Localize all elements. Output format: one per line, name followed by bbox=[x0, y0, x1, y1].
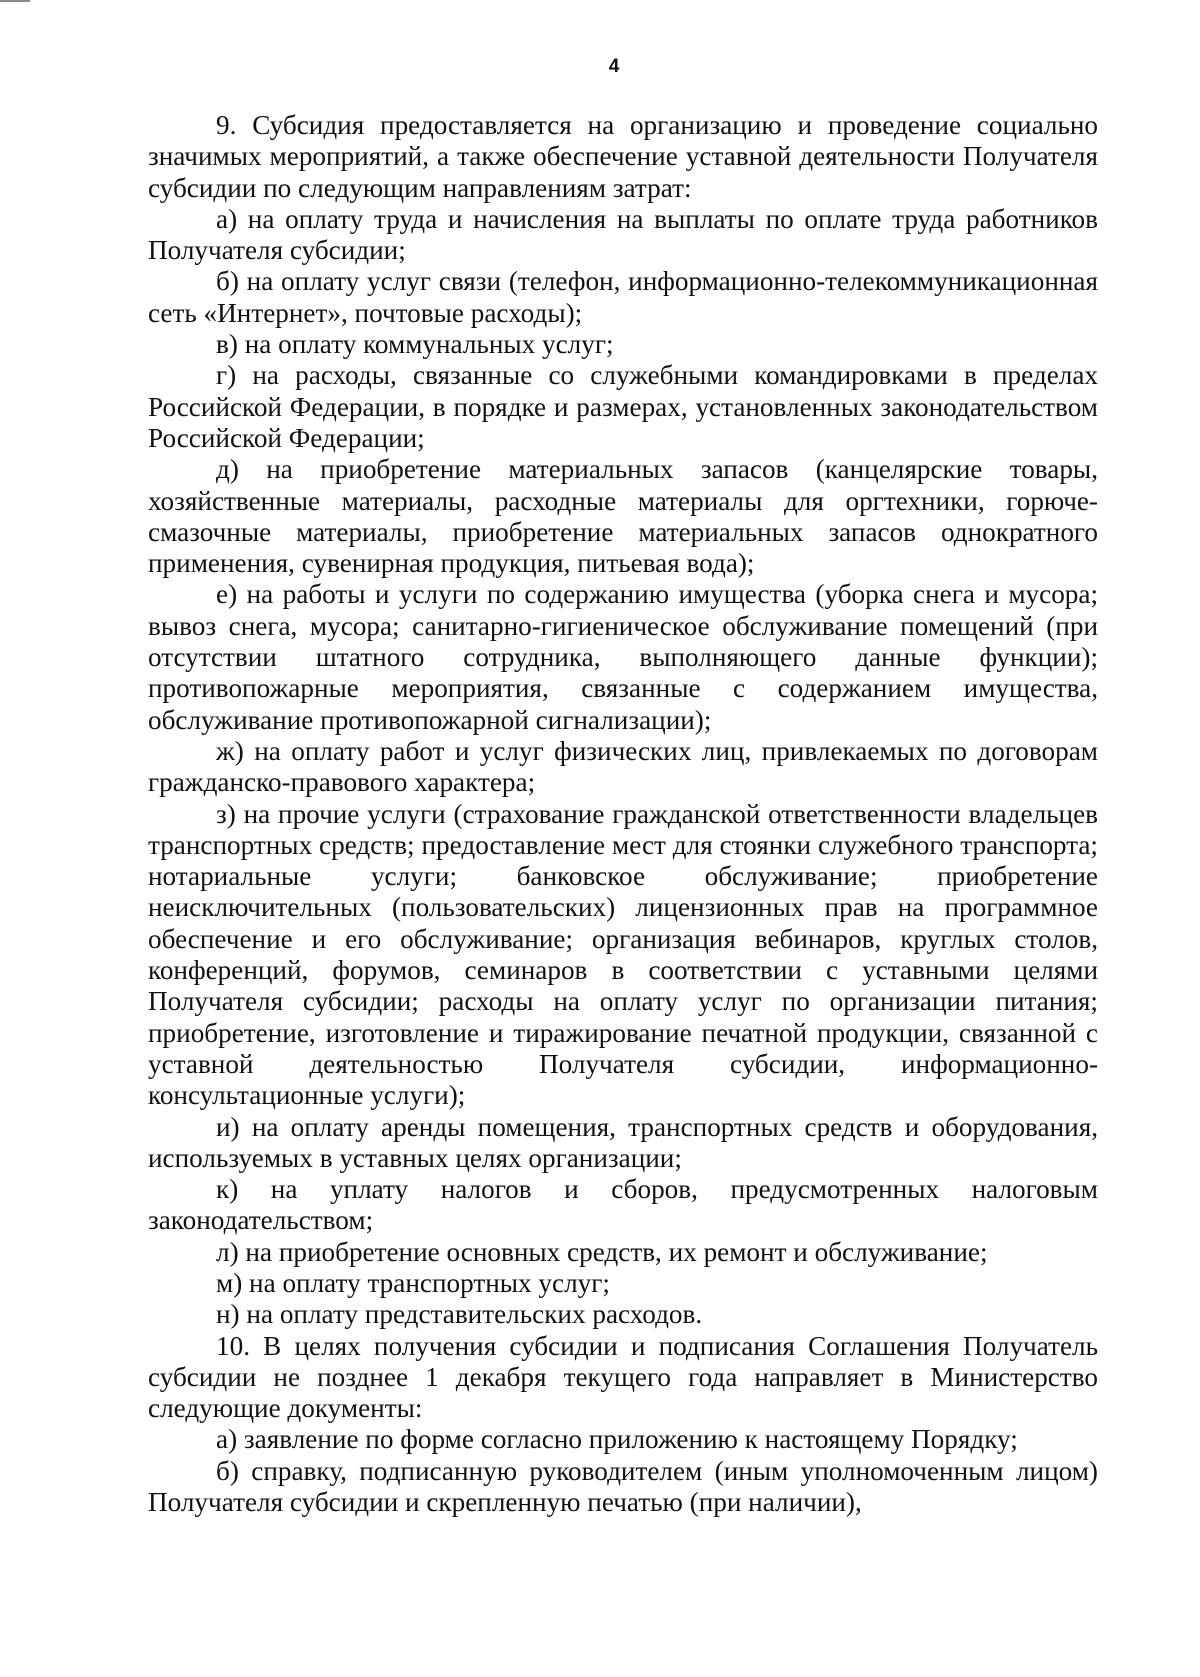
paragraph-item-zh: ж) на оплату работ и услуг физических лиц, привлекаемых по договорам гражданско-правового характера; bbox=[148, 735, 1098, 798]
paragraph-item-i: и) на оплату аренды помещения, транспортных средств и оборудования, используемых в уставных целях организации; bbox=[148, 1111, 1098, 1173]
paragraph-item-l: л) на приобретение основных средств, их ремонт и обслуживание; bbox=[216, 1236, 988, 1267]
paragraph-9-intro: 9. Субсидия предоставляется на организацию и проведение социально значимых мероприятий, а также обеспечение уставной деятельности Получателя субсидии по следующим направлениям затрат: bbox=[148, 110, 1098, 203]
paragraph-10-intro: 10. В целях получения субсидии и подписания Соглашения Получатель субсидии не позднее 1 декабря текущего года направляет в Министерство следующие документы: bbox=[148, 1330, 1098, 1424]
paragraph-10-item-a: а) заявление по форме согласно приложению к настоящему Порядку; bbox=[216, 1424, 1018, 1455]
body-text bbox=[148, 110, 1098, 1518]
paragraph-item-n: н) на оплату представительских расходов. bbox=[216, 1299, 703, 1330]
paragraph-item-k: к) на уплату налогов и сборов, предусмотренных налоговым законодательством; bbox=[148, 1174, 1098, 1236]
paragraph-item-b: б) на оплату услуг связи (телефон, информационно-телекоммуникационная сеть «Интернет», почтовые расходы); bbox=[148, 266, 1098, 328]
page-number: 4 bbox=[608, 56, 620, 77]
paragraph-item-a: а) на оплату труда и начисления на выплаты по оплате труда работников Получателя субсидии; bbox=[148, 203, 1098, 266]
paragraph-item-e: е) на работы и услуги по содержанию имущества (уборка снега и мусора; вывоз снега, мусора; санитарно-гигиеническое обслуживание помещений (при отсутствии штатного сотрудника, выполняющего данные функции); противопожарные мероприятия, связанные с содержанием имущества, обслуживание противопожарной сигнализации); bbox=[148, 579, 1098, 735]
paragraph-item-z: з) на прочие услуги (страхование гражданской ответственности владельцев транспортных средств; предоставление мест для стоянки служебного транспорта; нотариальные услуги; банковское обслуживание; приобретение неисключительных (пользовательских) лицензионных прав на программное обеспечение и его обслуживание; организация вебинаров, круглых столов, конференций, форумов, семинаров в соответствии с уставными целями Получателя субсидии; расходы на оплату услуг по организации питания; приобретение, изготовление и тиражирование печатной продукции, связанной с уставной деятельностью Получателя субсидии, информационно-консультационные услуги); bbox=[148, 798, 1098, 1111]
paragraph-item-v: в) на оплату коммунальных услуг; bbox=[216, 329, 614, 360]
scan-edge-mark bbox=[0, 0, 30, 2]
paragraph-item-d: д) на приобретение материальных запасов (канцелярские товары, хозяйственные материалы, расходные материалы для оргтехники, горюче-смазочные материалы, приобретение материальных запасов однократного применения, сувенирная продукция, питьевая вода); bbox=[148, 454, 1098, 579]
paragraph-item-g: г) на расходы, связанные со служебными командировками в пределах Российской Федерации, в порядке и размерах, установленных законодательством Российской Федерации; bbox=[148, 360, 1098, 453]
paragraph-item-m: м) на оплату транспортных услуг; bbox=[216, 1267, 610, 1298]
paragraph-10-item-b: б) справку, подписанную руководителем (иным уполномоченным лицом) Получателя субсидии и скрепленную печатью (при наличии), bbox=[148, 1455, 1098, 1518]
